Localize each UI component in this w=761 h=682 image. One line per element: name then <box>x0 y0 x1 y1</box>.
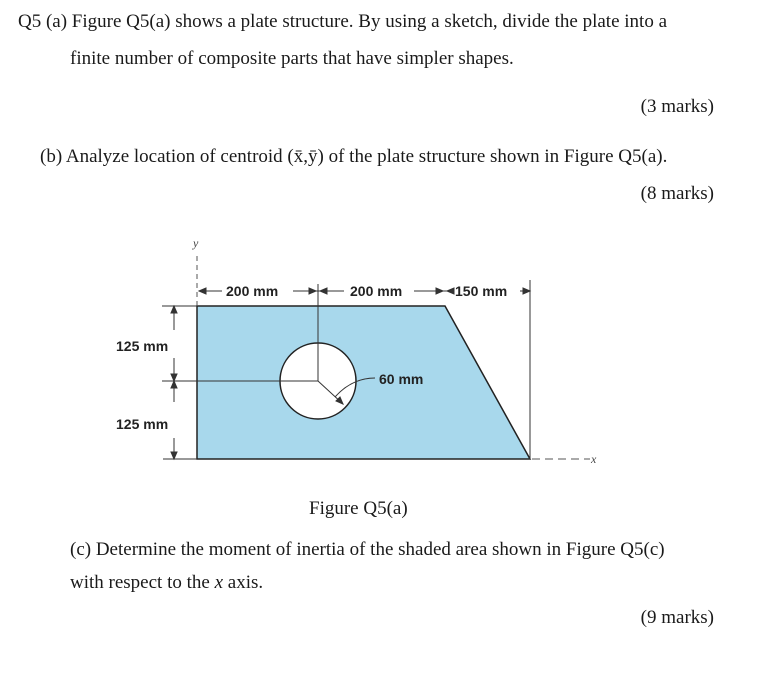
plate-shape <box>197 306 530 459</box>
part-c-line1: (c) Determine the moment of inertia of the shaded area shown in Figure Q5(c) <box>70 539 665 560</box>
dim-top-200-right: 200 mm <box>350 283 403 299</box>
y-axis-label: y <box>193 236 199 250</box>
part-b-marks: (8 marks) <box>640 183 714 204</box>
part-c-line2: with respect to the x axis. <box>70 572 264 593</box>
dim-top-150: 150 mm <box>455 283 508 299</box>
x-axis-label: x <box>591 452 597 466</box>
part-a-line2: finite number of composite parts that have simpler shapes. <box>70 48 514 69</box>
dim-top-200-left: 200 mm <box>226 283 279 299</box>
part-c-marks: (9 marks) <box>640 607 714 628</box>
radius-label: 60 mm <box>379 371 424 387</box>
left-dimension-line <box>162 306 197 459</box>
part-a-line1: Q5 (a) Figure Q5(a) shows a plate structure. By using a sketch, divide the plate into a <box>18 11 667 32</box>
part-b-line: (b) Analyze location of centroid (x̄,ȳ) of the plate structure shown in Figure Q5(a). <box>40 146 668 167</box>
dim-left-125-bottom: 125 mm <box>116 416 169 432</box>
figure-caption: Figure Q5(a) <box>309 498 408 519</box>
part-a-marks: (3 marks) <box>640 96 714 117</box>
dim-left-125-top: 125 mm <box>116 338 169 354</box>
